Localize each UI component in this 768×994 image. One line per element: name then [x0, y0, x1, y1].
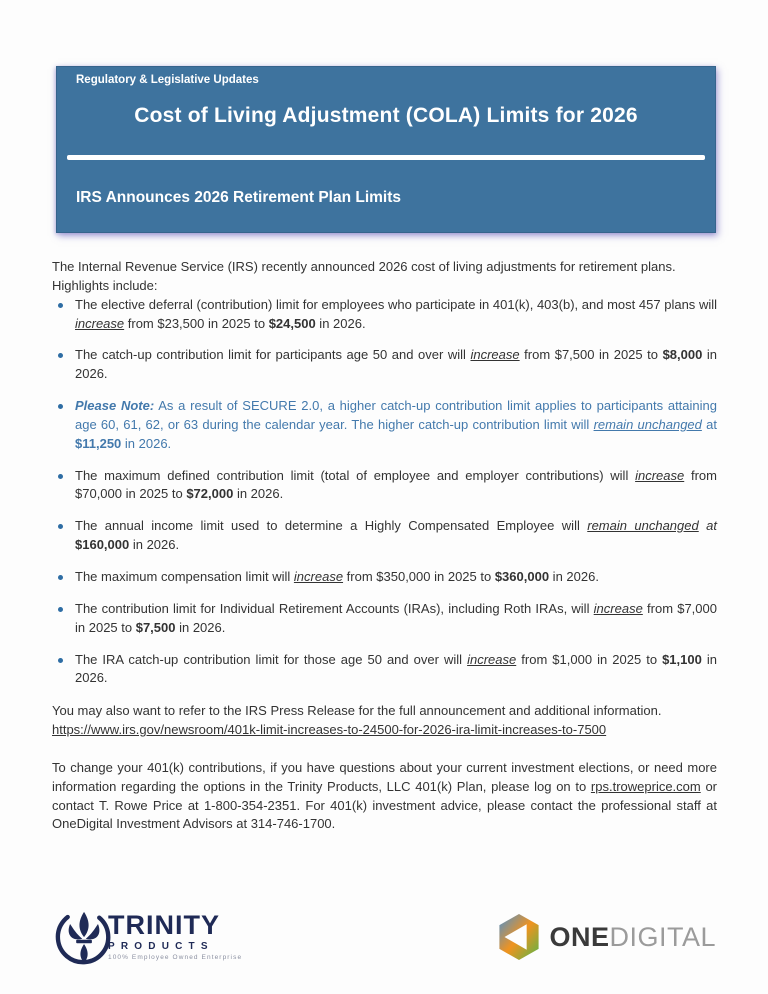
text-segment: $7,500	[135, 619, 176, 635]
text-segment: in 2026.	[233, 486, 284, 502]
highlights-list	[52, 296, 717, 689]
text-segment: in 2026.	[315, 315, 366, 331]
text-segment: $11,250	[75, 435, 122, 451]
text-segment: at	[701, 416, 717, 432]
list-item	[52, 296, 717, 334]
text-segment: in 2026.	[549, 568, 599, 584]
text-segment: in 2026.	[75, 347, 718, 382]
text-segment: increase	[293, 568, 344, 584]
irs-press-release-link[interactable]: https://www.irs.gov/newsroom/401k-limit-increases-to-24500-for-2026-ira-limit-increases-to-7500	[52, 722, 607, 738]
text-segment: $160,000	[75, 537, 130, 553]
trinity-products-label: PRODUCTS	[108, 941, 214, 953]
trinity-products-logo	[54, 903, 242, 971]
onedigital-digital: DIGITAL	[609, 921, 716, 952]
onedigital-one: ONE	[549, 921, 610, 952]
text-segment: $1,100	[662, 651, 702, 667]
text-segment: increase	[470, 347, 520, 363]
text-segment: from $350,000 in 2025 to	[343, 568, 495, 584]
list-item	[52, 346, 717, 384]
troweprice-link[interactable]: rps.troweprice.com	[590, 778, 701, 794]
footer	[54, 903, 716, 971]
text-segment: The maximum defined contribution limit (total of employee and employer contributions) will	[75, 467, 636, 483]
text-segment: The elective deferral (contribution) limit for employees who participate in 401(k), 403(b), and most 457 plans will	[75, 296, 717, 312]
list-item	[52, 568, 717, 587]
text-segment: To change your 401(k) contributions, if you have questions about your current investment elections, or need more information regarding the options in the Trinity Products, LLC 401(k) Plan, please log on to	[52, 759, 717, 794]
onedigital-logo	[496, 912, 716, 962]
page-title: Cost of Living Adjustment (COLA) Limits for 2026	[134, 104, 638, 127]
text-segment: from $1,000 in 2025 to	[516, 651, 663, 667]
text-segment: remain unchanged	[587, 518, 699, 534]
trinity-name: TRINITY	[108, 910, 220, 941]
text-segment: from $7,000 in 2025 to	[75, 600, 717, 635]
text-segment: The catch-up contribution limit for participants age 50 and over will	[75, 347, 471, 363]
text-segment: $24,500	[268, 315, 316, 331]
list-item	[52, 517, 717, 555]
text-segment: $360,000	[494, 568, 550, 584]
text-segment: from $7,500 in 2025 to	[519, 347, 663, 363]
text-segment: As a result of SECURE 2.0, a higher catch-up contribution limit applies to participants attaining age 60, 61, 62, or 63 during the calendar year. The higher catch-up contribution limit will	[75, 398, 717, 432]
text-segment: in 2026.	[121, 435, 172, 451]
list-item	[52, 600, 717, 638]
onedigital-hexagon-icon	[496, 912, 542, 962]
text-segment: from $70,000 in 2025 to	[75, 467, 717, 502]
text-segment: $8,000	[662, 347, 703, 363]
text-segment: in 2026.	[129, 537, 180, 553]
list-item	[52, 467, 717, 505]
highlights-label: Highlights include:	[52, 277, 158, 293]
text-segment: increase	[635, 467, 685, 483]
text-segment: $72,000	[186, 486, 234, 502]
eyebrow-label: Regulatory & Legislative Updates	[76, 74, 259, 86]
text-segment: increase	[467, 651, 517, 667]
list-item-please-note	[52, 397, 717, 454]
text-segment: The IRA catch-up contribution limit for those age 50 and over will	[75, 651, 468, 667]
trinity-logo-text	[108, 912, 242, 962]
text-segment: or contact T. Rowe Price at 1-800-354-2351. For 401(k) investment advice, please contact the professional staff at OneDigital Investment Advisors at 314-746-1700.	[52, 778, 718, 832]
text-segment: increase	[75, 315, 125, 331]
text-segment: in 2026.	[75, 651, 717, 686]
text-segment: increase	[593, 600, 643, 616]
text-segment: remain unchanged	[593, 416, 702, 432]
header-divider	[67, 155, 705, 160]
text-segment: at	[698, 518, 717, 534]
text-segment: The contribution limit for Individual Retirement Accounts (IRAs), including Roth IRAs, will	[75, 600, 594, 616]
header-banner	[56, 66, 716, 233]
press-release-note: You may also want to refer to the IRS Press Release for the full announcement and additional information.	[52, 703, 662, 719]
text-segment: Please Note:	[75, 398, 155, 414]
document-body	[52, 258, 717, 834]
intro-paragraph: The Internal Revenue Service (IRS) recently announced 2026 cost of living adjustments for retirement plans.	[52, 259, 676, 274]
text-segment: The maximum compensation limit will	[75, 568, 294, 584]
closing-paragraph	[52, 759, 717, 834]
page-subtitle: IRS Announces 2026 Retirement Plan Limits	[76, 189, 402, 206]
text-segment: from $23,500 in 2025 to	[124, 315, 269, 331]
fleur-de-lis-icon	[54, 903, 116, 971]
trinity-tagline: 100% Employee Owned Enterprise	[108, 954, 243, 962]
text-segment: The annual income limit used to determine a Highly Compensated Employee will	[75, 518, 588, 534]
text-segment: in 2026.	[175, 619, 226, 635]
list-item	[52, 651, 717, 689]
onedigital-logo-text	[549, 921, 716, 952]
